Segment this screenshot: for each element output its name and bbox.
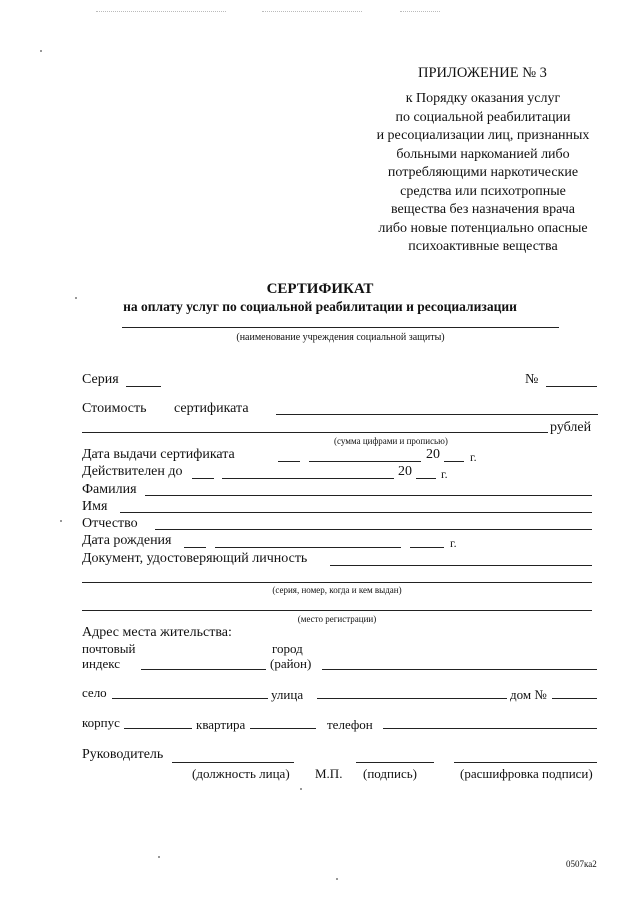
position-note: (должность лица) bbox=[192, 766, 290, 781]
valid-month-field[interactable] bbox=[222, 478, 394, 479]
cost-field-1[interactable] bbox=[276, 414, 598, 415]
issue-year-field[interactable] bbox=[444, 461, 464, 462]
scan-speck bbox=[158, 856, 160, 858]
scan-speck bbox=[75, 297, 77, 299]
identity-doc-label: Документ, удостоверяющий личность bbox=[82, 551, 308, 566]
scan-speck bbox=[300, 788, 302, 790]
scan-artifact bbox=[400, 11, 440, 12]
birth-year-field[interactable] bbox=[410, 547, 444, 548]
appendix-line: к Порядку оказания услуг bbox=[405, 91, 561, 106]
house-label: дом № bbox=[510, 687, 547, 702]
appendix-line: потребляющими наркотические bbox=[387, 165, 579, 180]
valid-until-label: Действителен до bbox=[82, 464, 183, 479]
cost-label: Стоимость bbox=[82, 401, 147, 416]
city-field[interactable] bbox=[322, 669, 597, 670]
appendix-line: вещества без назначения врача bbox=[391, 202, 575, 217]
scan-speck bbox=[60, 520, 62, 522]
position-field[interactable] bbox=[172, 762, 294, 763]
district-label: (район) bbox=[270, 656, 312, 671]
rubles-label: рублей bbox=[550, 420, 592, 435]
scan-artifact bbox=[96, 11, 226, 12]
certificate-word: сертификата bbox=[174, 401, 249, 416]
certificate-title: СЕРТИФИКАТ bbox=[266, 281, 374, 297]
birth-year-suffix: г. bbox=[450, 536, 457, 550]
surname-label: Фамилия bbox=[82, 482, 137, 497]
appendix-title: ПРИЛОЖЕНИЕ № 3 bbox=[418, 65, 547, 81]
appendix-line: по социальной реабилитации bbox=[395, 109, 571, 125]
appendix-line: либо новые потенциально опасные bbox=[378, 220, 588, 236]
scan-artifact bbox=[262, 11, 362, 12]
amount-note: (сумма цифрами и прописью) bbox=[334, 436, 448, 446]
valid-day-field[interactable] bbox=[192, 478, 214, 479]
identity-note: (серия, номер, когда и кем выдан) bbox=[272, 585, 402, 595]
form-code: 0507ка2 bbox=[566, 859, 597, 869]
patronymic-field[interactable] bbox=[155, 529, 592, 530]
signature-field[interactable] bbox=[356, 762, 434, 763]
issue-day-field[interactable] bbox=[278, 461, 300, 462]
head-label: Руководитель bbox=[82, 747, 164, 762]
institution-line[interactable] bbox=[122, 327, 559, 328]
stamp-label: М.П. bbox=[315, 766, 343, 781]
registration-note: (место регистрации) bbox=[297, 614, 377, 624]
scan-speck bbox=[336, 878, 338, 880]
city-label: город bbox=[272, 641, 303, 656]
surname-field[interactable] bbox=[145, 495, 592, 496]
appendix-text bbox=[353, 90, 613, 257]
identity-field-1[interactable] bbox=[330, 565, 592, 566]
apartment-label: квартира bbox=[196, 717, 246, 732]
name-field[interactable] bbox=[120, 512, 592, 513]
appendix-line: средства или психотропные bbox=[400, 183, 566, 199]
phone-field[interactable] bbox=[383, 728, 597, 729]
issue-year-suffix: г. bbox=[470, 450, 477, 464]
index-label: индекс bbox=[82, 656, 121, 671]
valid-year-suffix: г. bbox=[441, 467, 448, 481]
birth-date-label: Дата рождения bbox=[82, 533, 172, 548]
issue-month-field[interactable] bbox=[309, 461, 421, 462]
cost-field-2[interactable] bbox=[82, 432, 548, 433]
issue-date-label: Дата выдачи сертификата bbox=[82, 447, 235, 462]
phone-label: телефон bbox=[327, 717, 373, 732]
apartment-field[interactable] bbox=[250, 728, 316, 729]
scan-speck bbox=[40, 50, 42, 52]
postal-label: почтовый bbox=[82, 641, 136, 656]
series-field[interactable] bbox=[126, 386, 161, 387]
certificate-subtitle: на оплату услуг по социальной реабилитации и ресоциализации bbox=[123, 299, 517, 314]
building-label: корпус bbox=[82, 715, 120, 730]
index-field[interactable] bbox=[141, 669, 266, 670]
building-field[interactable] bbox=[124, 728, 192, 729]
village-field[interactable] bbox=[112, 698, 268, 699]
institution-note: (наименование учреждения социальной защиты) bbox=[236, 332, 445, 343]
appendix-line: и ресоциализации лиц, признанных bbox=[376, 128, 590, 143]
valid-year-prefix: 20 bbox=[398, 464, 412, 479]
name-label: Имя bbox=[82, 499, 108, 514]
number-label: № bbox=[525, 372, 539, 387]
street-label: улица bbox=[271, 687, 304, 702]
birth-month-field[interactable] bbox=[215, 547, 401, 548]
number-field[interactable] bbox=[546, 386, 597, 387]
street-field[interactable] bbox=[317, 698, 507, 699]
appendix-line: больными наркоманией либо bbox=[396, 146, 570, 162]
address-label: Адрес места жительства: bbox=[82, 625, 232, 640]
valid-year-field[interactable] bbox=[416, 478, 436, 479]
series-label: Серия bbox=[82, 372, 119, 387]
patronymic-label: Отчество bbox=[82, 516, 138, 531]
village-label: село bbox=[82, 685, 107, 700]
appendix-line: психоактивные вещества bbox=[408, 239, 558, 254]
decoding-note: (расшифровка подписи) bbox=[460, 766, 593, 781]
registration-field[interactable] bbox=[82, 610, 592, 611]
signature-note: (подпись) bbox=[363, 766, 417, 781]
identity-field-2[interactable] bbox=[82, 582, 592, 583]
house-field[interactable] bbox=[552, 698, 597, 699]
birth-day-field[interactable] bbox=[184, 547, 206, 548]
decoding-field[interactable] bbox=[454, 762, 597, 763]
issue-year-prefix: 20 bbox=[426, 447, 440, 462]
